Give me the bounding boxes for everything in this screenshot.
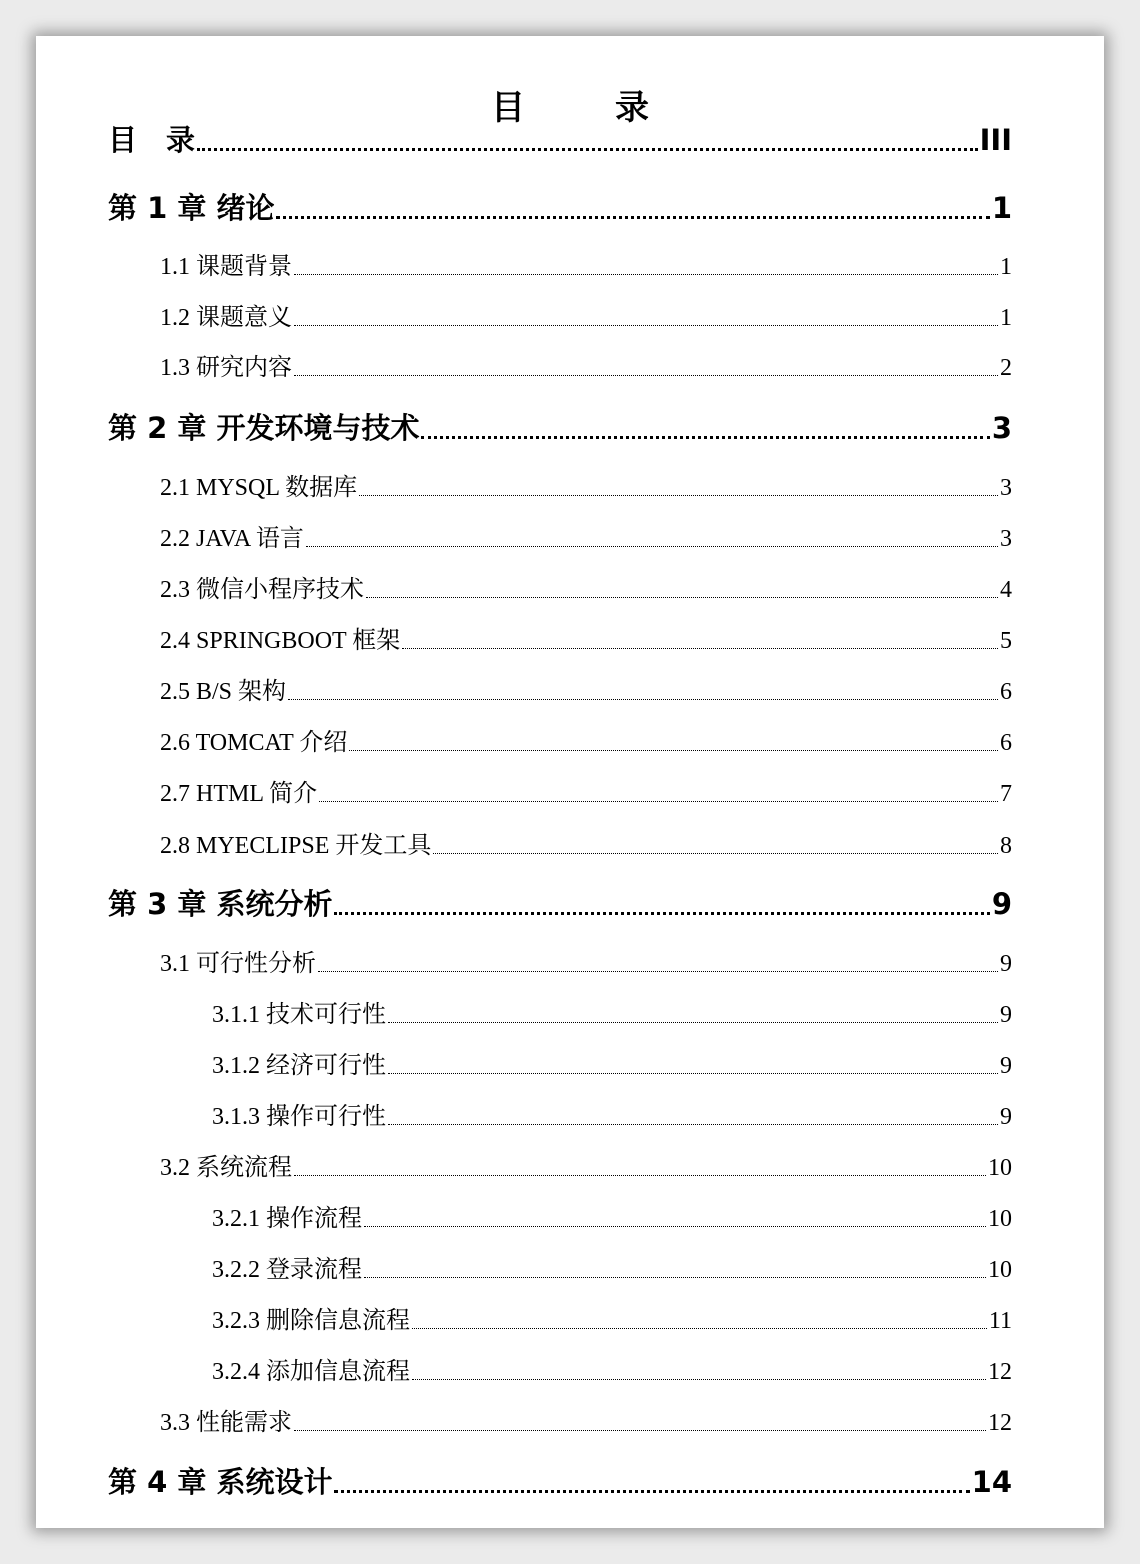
toc-entry-label: 1.3 研究内容	[160, 355, 292, 381]
toc-entry-page: 1	[1000, 254, 1012, 280]
toc-leader-dots	[319, 801, 998, 802]
toc-entry-page: 3	[1000, 526, 1012, 552]
toc-entry-page: III	[979, 123, 1012, 157]
toc-entry-label: 2.6 TOMCAT 介绍	[160, 730, 348, 756]
toc-entry-page: 9	[1000, 1104, 1012, 1130]
toc-leader-dots	[412, 1328, 987, 1329]
toc-entry-label: 3.2.3 删除信息流程	[212, 1308, 410, 1334]
toc-entry-label: 2.3 微信小程序技术	[160, 577, 364, 603]
toc-entry-page: 14	[971, 1465, 1012, 1499]
toc-leader-dots	[334, 912, 989, 915]
toc-leader-dots	[349, 750, 998, 751]
toc-entry-label: 3.2.1 操作流程	[212, 1206, 362, 1232]
toc-entry-page: 10	[988, 1257, 1012, 1283]
toc-entry-page: 4	[1000, 577, 1012, 603]
toc-leader-dots	[294, 325, 998, 326]
toc-entry[interactable]	[212, 1045, 1012, 1080]
toc-entry-label: 2.2 JAVA 语言	[160, 526, 304, 552]
toc-entry-page: 5	[1000, 628, 1012, 654]
toc-entry[interactable]	[212, 1198, 1012, 1233]
toc-entry-label: 2.7 HTML 简介	[160, 781, 318, 807]
toc-leader-dots	[388, 1124, 998, 1125]
toc-entry-label: 3.1.1 技术可行性	[212, 1002, 386, 1028]
toc-entry-page: 12	[988, 1410, 1012, 1436]
toc-entry[interactable]	[160, 246, 1012, 281]
toc-entry-page: 11	[988, 1308, 1012, 1334]
toc-entry-label: 第 2 章 开发环境与技术	[108, 411, 420, 445]
toc-leader-dots	[334, 1490, 969, 1493]
toc-leader-dots	[306, 546, 998, 547]
toc-entry[interactable]	[212, 994, 1012, 1029]
toc-entry[interactable]	[160, 722, 1012, 757]
toc-entry-page: 9	[1000, 951, 1012, 977]
toc-entry[interactable]	[160, 297, 1012, 332]
toc-leader-dots	[366, 597, 998, 598]
toc-leader-dots	[294, 375, 998, 376]
toc-entry-label: 3.1.2 经济可行性	[212, 1053, 386, 1079]
toc-entry[interactable]	[108, 1460, 1012, 1501]
toc-entry-page: 6	[1000, 679, 1012, 705]
toc-entry-label: 3.2.4 添加信息流程	[212, 1359, 410, 1385]
toc-entry-page: 8	[1000, 833, 1012, 859]
toc-leader-dots	[364, 1226, 986, 1227]
toc-entry-label: 第 4 章 系统设计	[108, 1465, 333, 1499]
toc-entry-page: 10	[988, 1155, 1012, 1181]
toc-entry[interactable]	[160, 825, 1012, 860]
toc-leader-dots	[388, 1073, 998, 1074]
toc-entry[interactable]	[160, 347, 1012, 382]
toc-entry[interactable]	[212, 1300, 1012, 1335]
toc-entry-label: 3.3 性能需求	[160, 1410, 292, 1436]
toc-leader-dots	[288, 699, 998, 700]
toc-entry-page: 1	[1000, 305, 1012, 331]
toc-leader-dots	[359, 495, 998, 496]
toc-entry-page: 9	[1000, 1002, 1012, 1028]
document-page	[36, 36, 1104, 1528]
toc-entry-label: 2.1 MYSQL 数据库	[160, 475, 358, 501]
toc-entry-label: 第 1 章 绪论	[108, 191, 275, 225]
toc-leader-dots	[294, 1430, 986, 1431]
toc-entry[interactable]	[160, 943, 1012, 978]
toc-entry[interactable]	[108, 406, 1012, 447]
toc-entry-page: 2	[1000, 355, 1012, 381]
toc-entry[interactable]	[160, 1147, 1012, 1182]
toc-entry-page: 12	[988, 1359, 1012, 1385]
toc-leader-dots	[388, 1022, 998, 1023]
toc-entry[interactable]	[212, 1249, 1012, 1284]
toc-entry[interactable]	[160, 671, 1012, 706]
toc-entry[interactable]	[160, 620, 1012, 655]
toc-leader-dots	[421, 436, 989, 439]
toc-entry[interactable]	[212, 1351, 1012, 1386]
toc-entry-label: 1.2 课题意义	[160, 305, 292, 331]
toc-entry-label: 1.1 课题背景	[160, 254, 292, 280]
toc-entry[interactable]	[108, 118, 1012, 159]
toc-leader-dots	[318, 971, 998, 972]
toc-leader-dots	[294, 1175, 986, 1176]
toc-entry[interactable]	[160, 569, 1012, 604]
toc-entry-page: 9	[991, 887, 1012, 921]
toc-entry-page: 3	[1000, 475, 1012, 501]
toc-entry-label: 2.5 B/S 架构	[160, 679, 287, 705]
toc-entry-page: 1	[991, 191, 1012, 225]
toc-leader-dots	[364, 1277, 986, 1278]
toc-entry-page: 9	[1000, 1053, 1012, 1079]
toc-entry[interactable]	[108, 882, 1012, 923]
toc-leader-dots	[276, 216, 989, 219]
toc-entry-label: 2.4 SPRINGBOOT 框架	[160, 628, 401, 654]
toc-leader-dots	[412, 1379, 986, 1380]
toc-entry-page: 6	[1000, 730, 1012, 756]
toc-entry-label: 3.2 系统流程	[160, 1155, 292, 1181]
toc-entry[interactable]	[160, 467, 1012, 502]
toc-entry[interactable]	[160, 518, 1012, 553]
toc-entry-page: 3	[991, 411, 1012, 445]
toc-entry-label: 目 录	[108, 123, 196, 157]
toc-entry-label: 3.2.2 登录流程	[212, 1257, 362, 1283]
toc-entry-label: 3.1.3 操作可行性	[212, 1104, 386, 1130]
toc-entry[interactable]	[108, 186, 1012, 227]
toc-entry-page: 7	[1000, 781, 1012, 807]
toc-entry-label: 2.8 MYECLIPSE 开发工具	[160, 833, 432, 859]
toc-entry-label: 第 3 章 系统分析	[108, 887, 333, 921]
toc-leader-dots	[433, 853, 998, 854]
toc-entry[interactable]	[160, 1402, 1012, 1437]
page-title: 目 录	[491, 88, 677, 128]
toc-entry[interactable]	[212, 1096, 1012, 1131]
toc-entry[interactable]	[160, 773, 1012, 808]
toc-entry-label: 3.1 可行性分析	[160, 951, 316, 977]
toc-leader-dots	[402, 648, 998, 649]
toc-entry-page: 10	[988, 1206, 1012, 1232]
toc-leader-dots	[294, 274, 998, 275]
toc-leader-dots	[197, 148, 978, 151]
